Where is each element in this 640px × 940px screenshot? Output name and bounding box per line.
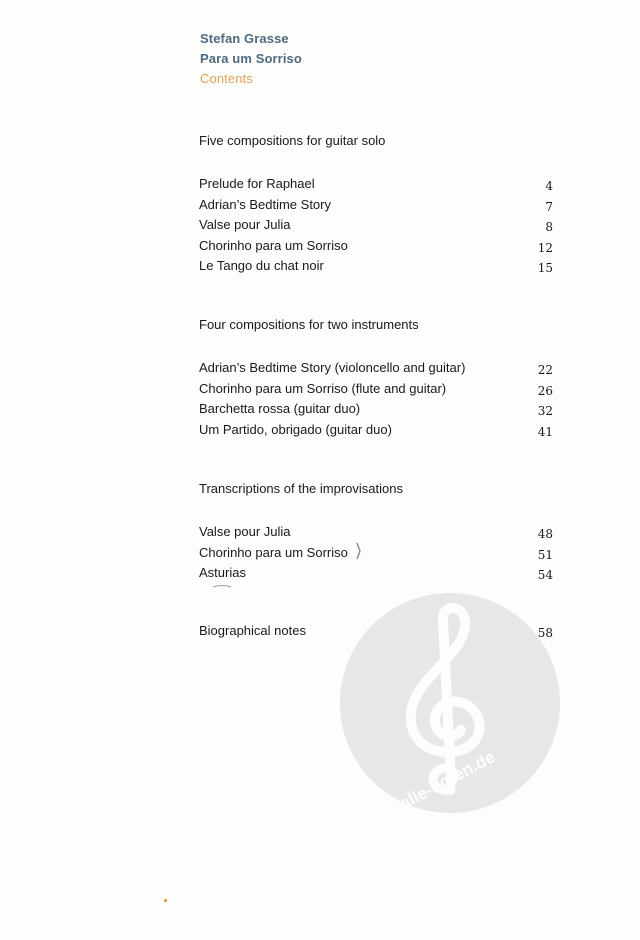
toc-entry[interactable] (199, 420, 553, 441)
pen-mark (356, 542, 362, 560)
entry-title: Biographical notes (199, 623, 306, 638)
toc-entry[interactable] (199, 174, 553, 195)
section-guitar-solo (199, 132, 553, 277)
pen-mark (212, 584, 232, 589)
entry-title: Barchetta rossa (guitar duo) (199, 401, 361, 416)
toc-entry[interactable] (199, 215, 553, 236)
entry-page-number: 48 (537, 527, 553, 541)
entry-title: Um Partido, obrigado (guitar duo) (199, 421, 392, 437)
section-title: Four compositions for two instruments (199, 317, 419, 332)
toc-entry[interactable] (199, 522, 553, 543)
work-title: Para um Sorriso (200, 51, 302, 66)
entry-title: Adrian’s Bedtime Story (violoncello and guitar) (199, 360, 466, 375)
entry-page-number: 8 (545, 220, 553, 234)
watermark-text: alle-noten.de (396, 747, 499, 814)
author-name: Stefan Grasse (200, 31, 289, 46)
watermark-seal (339, 592, 561, 814)
entry-page-number: 54 (537, 568, 553, 582)
entry-title: Chorinho para um Sorriso (199, 544, 348, 560)
entry-title: Valse pour Julia (199, 217, 291, 232)
entry-list (199, 522, 553, 584)
entry-title: Le Tango du chat noir (199, 258, 324, 273)
page-header (200, 29, 302, 89)
toc-entry[interactable] (199, 358, 553, 379)
entry-page-number: 58 (537, 626, 553, 640)
toc-entry[interactable] (199, 543, 553, 564)
toc-entry[interactable] (199, 256, 553, 277)
entry-title: Valse pour Julia (199, 524, 291, 539)
section-two-instruments (199, 316, 553, 440)
entry-page-number: 51 (537, 547, 553, 562)
entry-page-number: 12 (537, 240, 553, 255)
entry-title: Chorinho para um Sorriso (199, 237, 348, 253)
section-title: Transcriptions of the improvisations (199, 481, 403, 496)
entry-list (199, 174, 553, 277)
entry-list (199, 358, 553, 440)
entry-title: Chorinho para um Sorriso (flute and guitar) (199, 380, 447, 396)
section-title: Five compositions for guitar solo (199, 133, 386, 148)
entry-title: Adrian’s Bedtime Story (199, 196, 331, 212)
entry-page-number: 26 (537, 383, 553, 398)
entry-title: Asturias (199, 565, 246, 580)
section-transcriptions (199, 480, 553, 584)
toc-entry[interactable] (199, 236, 553, 257)
toc-entry[interactable] (199, 563, 553, 584)
contents-heading: Contents (200, 71, 253, 86)
entry-page-number: 4 (545, 179, 553, 193)
entry-page-number: 15 (537, 261, 553, 275)
entry-title: Prelude for Raphael (199, 176, 315, 191)
toc-entry[interactable] (199, 195, 553, 216)
toc-entry[interactable] (199, 379, 553, 400)
entry-page-number: 22 (537, 363, 553, 377)
entry-page-number: 7 (545, 199, 553, 214)
paper-speck (164, 899, 167, 902)
toc-entry[interactable] (199, 399, 553, 420)
entry-page-number: 41 (537, 424, 553, 439)
entry-page-number: 32 (537, 404, 553, 418)
